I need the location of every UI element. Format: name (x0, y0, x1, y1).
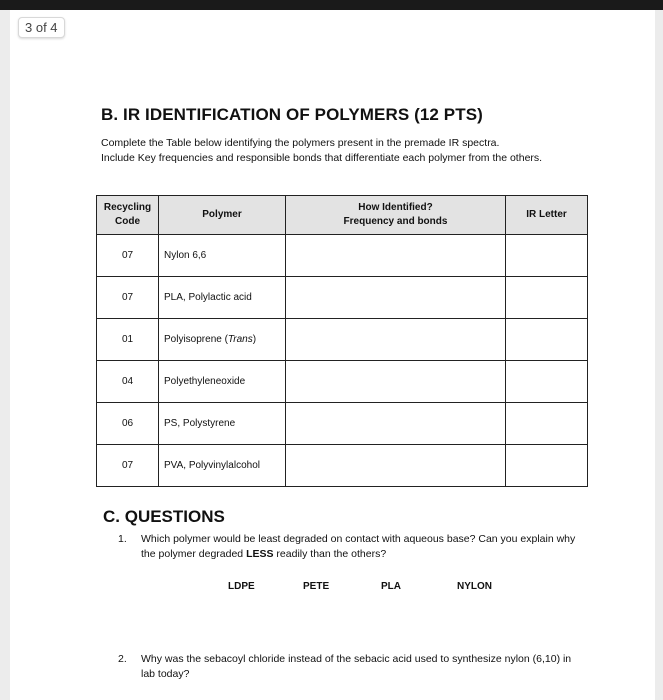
header-polymer: Polymer (159, 196, 286, 235)
table-row (97, 235, 588, 277)
question-2-number: 2. (118, 653, 127, 665)
option-ldpe: LDPE (228, 581, 255, 592)
how-identified-cell[interactable] (286, 235, 506, 277)
how-identified-cell[interactable] (286, 445, 506, 487)
polymer-cell: Nylon 6,6 (159, 235, 286, 277)
ir-letter-cell[interactable] (506, 235, 588, 277)
intro-line-2: Include Key frequencies and responsible bonds that differentiate each polymer from the others. (101, 152, 543, 164)
option-pla: PLA (381, 581, 401, 592)
table-row (97, 277, 588, 319)
recycling-code-cell: 06 (97, 403, 159, 445)
header-recycling-code: Recycling Code (97, 196, 159, 235)
recycling-code-cell: 07 (97, 277, 159, 319)
question-2-text: Why was the sebacoyl chloride instead of the sebacic acid used to synthesize nylon (6,10) in lab today? (141, 653, 572, 680)
ir-letter-cell[interactable] (506, 361, 588, 403)
polymer-cell: Polyethyleneoxide (159, 361, 286, 403)
recycling-code-cell: 04 (97, 361, 159, 403)
ir-letter-cell[interactable] (506, 445, 588, 487)
ir-letter-cell[interactable] (506, 277, 588, 319)
page-indicator: 3 of 4 (18, 17, 65, 38)
section-b-title: B. IR IDENTIFICATION OF POLYMERS (12 PTS) (101, 105, 483, 124)
ir-letter-cell[interactable] (506, 403, 588, 445)
table-row (97, 445, 588, 487)
question-1-number: 1. (118, 533, 127, 545)
polymer-cell: PVA, Polyvinylalcohol (159, 445, 286, 487)
how-identified-cell[interactable] (286, 277, 506, 319)
polymer-cell: PLA, Polylactic acid (159, 277, 286, 319)
window-top-bar (0, 0, 663, 10)
recycling-code-cell: 07 (97, 445, 159, 487)
option-nylon: NYLON (457, 581, 492, 592)
table-header-row (97, 196, 588, 235)
table-row (97, 361, 588, 403)
intro-line-1: Complete the Table below identifying the polymers present in the premade IR spectra. (101, 137, 500, 149)
option-pete: PETE (303, 581, 330, 592)
header-how-identified: How Identified? Frequency and bonds (286, 196, 506, 235)
how-identified-cell[interactable] (286, 319, 506, 361)
ir-letter-cell[interactable] (506, 319, 588, 361)
viewer-right-margin (655, 10, 663, 700)
how-identified-cell[interactable] (286, 361, 506, 403)
table-row (97, 319, 588, 361)
section-b-intro (101, 136, 581, 166)
recycling-code-cell: 07 (97, 235, 159, 277)
recycling-code-cell: 01 (97, 319, 159, 361)
polymer-cell: Polyisoprene (Trans) (159, 319, 286, 361)
viewer-left-margin (0, 10, 10, 700)
polymer-cell: PS, Polystyrene (159, 403, 286, 445)
ir-identification-table (96, 195, 588, 487)
table-row (97, 403, 588, 445)
question-1-text: Which polymer would be least degraded on contact with aqueous base? Can you explain why the polymer degraded LESS readily than the others? (141, 533, 576, 560)
how-identified-cell[interactable] (286, 403, 506, 445)
section-c-title: C. QUESTIONS (103, 507, 225, 526)
header-ir-letter: IR Letter (506, 196, 588, 235)
